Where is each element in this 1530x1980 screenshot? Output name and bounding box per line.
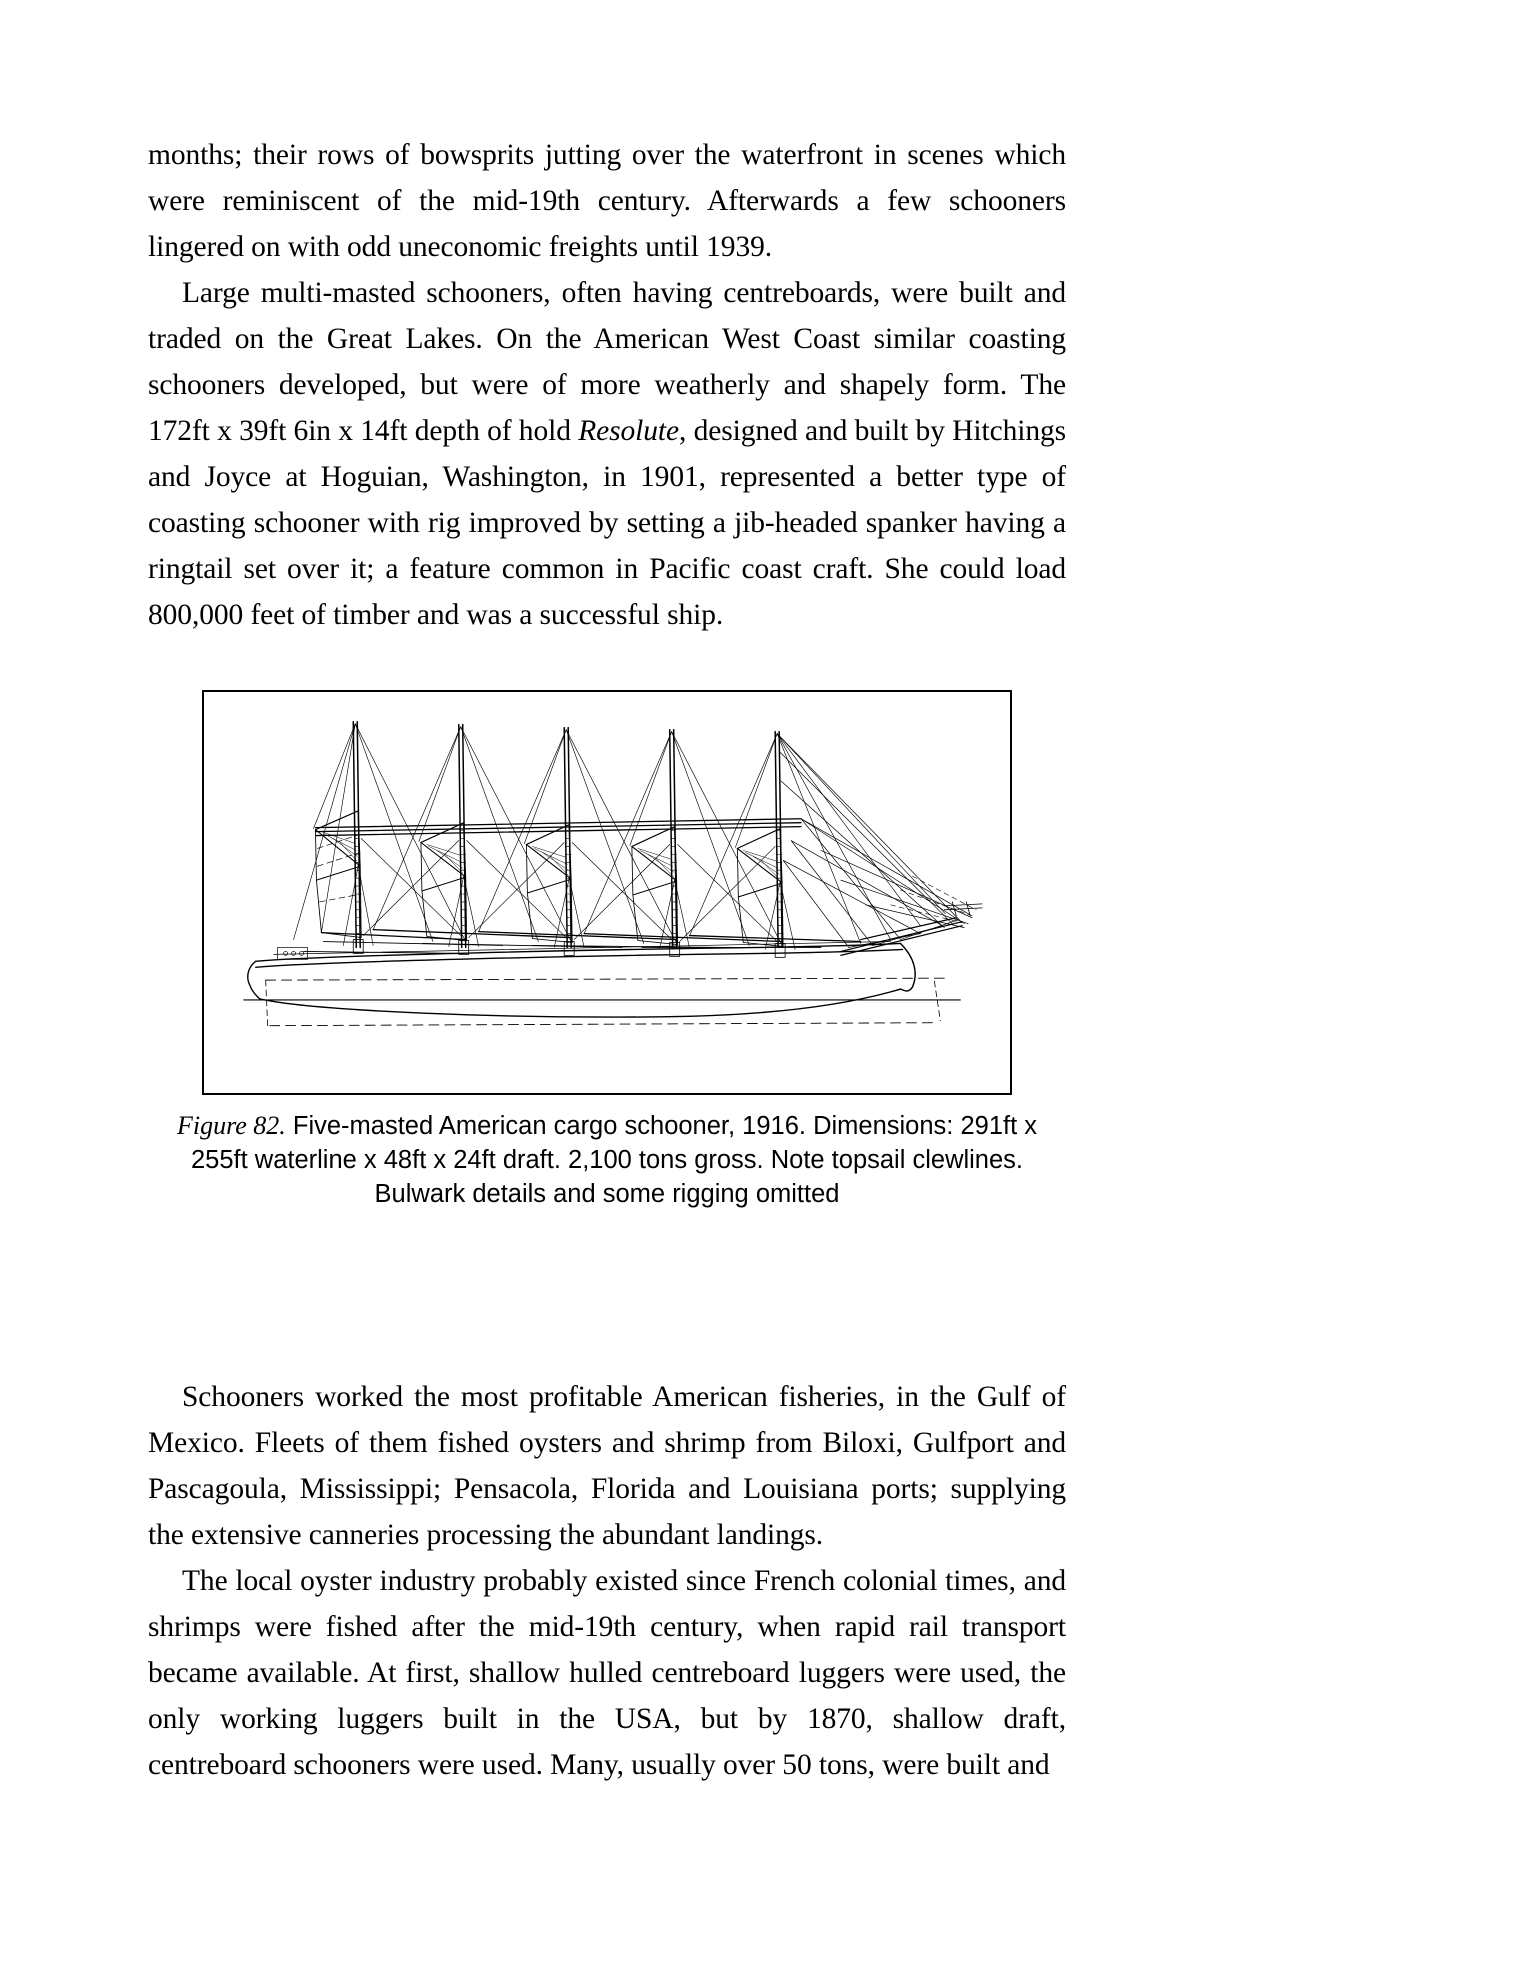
five-masted-schooner-illustration bbox=[204, 692, 1010, 1093]
paragraph-2 bbox=[148, 270, 1066, 638]
text-column-top bbox=[148, 132, 1066, 638]
figure-82-frame bbox=[202, 690, 1012, 1095]
text-column-bottom bbox=[148, 1374, 1066, 1788]
paragraph-1: months; their rows of bowsprits jutting over the waterfront in scenes which were reminiscent of the mid-19th century. Afterwards a few schooners lingered on with odd uneconomic freights until 1939. bbox=[148, 139, 1066, 263]
ship-name-resolute: Resolute bbox=[578, 415, 679, 447]
figure-caption-text: Five-masted American cargo schooner, 1916. Dimensions: 291ft x 255ft waterline x 48ft x 24ft draft. 2,100 tons gross. Note topsail clewlines. Bulwark details and some rigging omitted bbox=[190, 1112, 1038, 1208]
paragraph-2-part-1: Large multi-masted schooners, often having centreboards, were built and traded on the Great Lakes. On the American West Coast similar coasting schooners developed, but were of more weatherly and shapely form. The 172ft x 39ft 6in x 14ft depth of hold bbox=[148, 277, 1066, 447]
figure-number-label: Figure 82. bbox=[176, 1111, 286, 1140]
figure-82-block bbox=[148, 690, 1066, 1211]
paragraph-2-part-2: , designed and built by Hitchings and Joyce at Hoguian, Washington, in 1901, represented a better type of coasting schooner with rig improved by setting a jib-headed spanker having a ringtail set over it; a feature common in Pacific coast craft. She could load 800,000 feet of timber and was a successful ship. bbox=[148, 415, 1067, 631]
figure-82-caption bbox=[157, 1109, 1057, 1211]
paragraph-4: The local oyster industry probably existed since French colonial times, and shrimps were fished after the mid-19th century, when rapid rail transport became available. At first, shallow hulled centreboard luggers were used, the only working luggers built in the USA, but by 1870, shallow draft, centreboard schooners were used. Many, usually over 50 tons, were built and bbox=[148, 1565, 1066, 1781]
paragraph-3: Schooners worked the most profitable American fisheries, in the Gulf of Mexico. Fleets of them fished oysters and shrimp from Biloxi, Gulfport and Pascagoula, Mississippi; Pensacola, Florida and Louisiana ports; supplying the extensive canneries processing the abundant landings. bbox=[148, 1381, 1066, 1551]
